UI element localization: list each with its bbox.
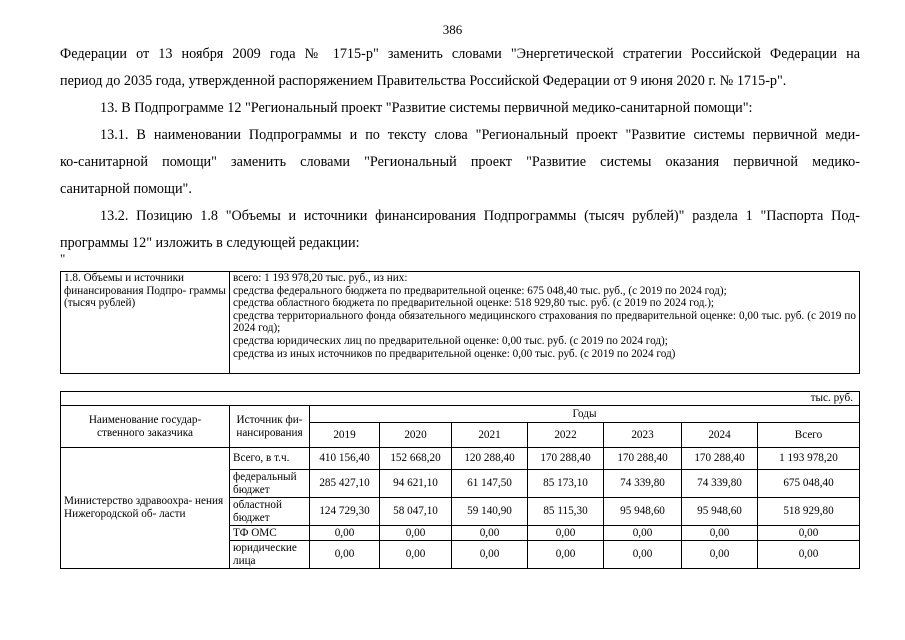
value-cell: 0,00 [452,541,528,569]
paragraph-line: 13.2. Позицию 1.8 "Объемы и источники финансирования Подпрограммы (тысяч рублей)" раздела 1 "Паспорта Под- [100,208,860,224]
value-cell: 0,00 [452,526,528,541]
value-cell: 170 288,40 [528,448,604,470]
source-label: федеральный бюджет [230,470,310,498]
value-cell: 95 948,60 [604,498,682,526]
value-cell: 152 668,20 [380,448,452,470]
value-cell: 0,00 [682,541,758,569]
source-label: юридические лица [230,541,310,569]
value-cell: 0,00 [604,541,682,569]
value-cell: 0,00 [528,526,604,541]
position-table [60,271,860,374]
value-cell: 0,00 [380,526,452,541]
value-cell: 285 427,10 [310,470,380,498]
funding-line: средства юридических лиц по предварительной оценке: 0,00 тыс. руб. (с 2019 по 2024 год); [233,334,668,347]
value-cell: 0,00 [604,526,682,541]
value-cell: 410 156,40 [310,448,380,470]
customer-name: Министерство здравоохра- нения Нижегородской об- ласти [61,448,230,569]
funding-line: средства из иных источников по предварительной оценке: 0,00 тыс. руб. (с 2019 по 2024 год) [233,347,676,360]
paragraph-line: период до 2035 года, утвержденной распоряжением Правительства Российской Федерации от 9 июня 2020 г. № 1715-р". [60,73,787,89]
finance-table [60,391,860,569]
opening-quote-mark: " [60,251,66,266]
paragraph-line: санитарной помощи". [60,181,192,197]
value-cell: 85 115,30 [528,498,604,526]
value-cell: 675 048,40 [758,470,860,498]
year-header: 2019 [310,423,380,448]
year-header: 2024 [682,423,758,448]
value-cell: 58 047,10 [380,498,452,526]
funding-line: средства федерального бюджета по предварительной оценке: 675 048,40 тыс. руб., (с 2019 по 2024 год); [233,284,727,297]
year-header: Всего [758,423,860,448]
value-cell: 0,00 [310,526,380,541]
funding-line: всего: 1 193 978,20 тыс. руб., из них: [233,272,408,284]
value-cell: 0,00 [758,541,860,569]
value-cell: 0,00 [682,526,758,541]
unit-label: тыс. руб. [61,392,860,406]
position-label: 1.8. Объемы и источники финансирования Подпро- граммы (тысяч рублей) [61,272,230,374]
paragraph-line: ко-санитарной помощи" заменить словами "Региональный проект "Развитие системы оказания первичной медико- [60,154,860,170]
paragraph-line: 13. В Подпрограмме 12 "Региональный проект "Развитие системы первичной медико-санитарной помощи": [100,100,753,116]
value-cell: 85 173,10 [528,470,604,498]
value-cell: 74 339,80 [682,470,758,498]
source-label: ТФ ОМС [230,526,310,541]
value-cell: 120 288,40 [452,448,528,470]
year-header: 2021 [452,423,528,448]
paragraph-line: Федерации от 13 ноября 2009 года № 1715-р" заменить словами "Энергетической стратегии Российской Федерации на [60,46,860,62]
value-cell: 74 339,80 [604,470,682,498]
col-header-source: Источник фи- нансирования [230,406,310,448]
value-cell: 124 729,30 [310,498,380,526]
funding-line: средства территориального фонда обязательного медицинского страхования по предварительной оценке: 0,00 тыс. руб. (с 2019 по 2024 год); [233,309,856,335]
funding-line: средства областного бюджета по предварительной оценке: 518 929,80 тыс. руб. (с 2019 по 2024 год.); [233,297,715,310]
value-cell: 170 288,40 [682,448,758,470]
value-cell: 1 193 978,20 [758,448,860,470]
source-label: Всего, в т.ч. [230,448,310,470]
year-header: 2023 [604,423,682,448]
value-cell: 518 929,80 [758,498,860,526]
value-cell: 0,00 [380,541,452,569]
value-cell: 170 288,40 [604,448,682,470]
value-cell: 94 621,10 [380,470,452,498]
paragraph-line: программы 12" изложить в следующей редакции: [60,235,360,251]
value-cell: 95 948,60 [682,498,758,526]
paragraph-line: 13.1. В наименовании Подпрограммы и по тексту слова "Региональный проект "Развитие системы первичной меди- [100,127,860,143]
value-cell: 59 140,90 [452,498,528,526]
col-header-customer: Наименование государ- ственного заказчика [61,406,230,448]
page-number: 386 [442,22,463,37]
year-header: 2020 [380,423,452,448]
years-header: Годы [310,406,860,423]
source-label: областной бюджет [230,498,310,526]
position-content [230,272,860,374]
table-row [61,448,860,470]
value-cell: 0,00 [758,526,860,541]
value-cell: 0,00 [528,541,604,569]
value-cell: 61 147,50 [452,470,528,498]
year-header: 2022 [528,423,604,448]
value-cell: 0,00 [310,541,380,569]
